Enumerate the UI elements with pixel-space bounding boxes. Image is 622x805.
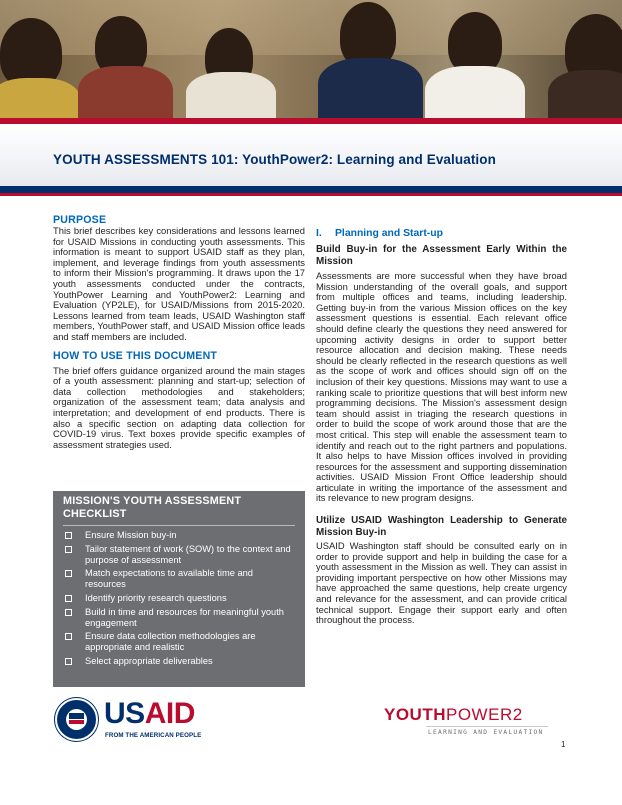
title-stripe-navy <box>0 186 622 193</box>
checkbox-icon <box>65 609 72 616</box>
youthpower2-subtitle: LEARNING AND EVALUATION <box>428 729 544 736</box>
checkbox-icon <box>65 658 72 665</box>
checklist-box <box>53 491 305 687</box>
header-photo <box>0 0 622 122</box>
checklist-item: Build in time and resources for meaningful youth engagement <box>63 607 295 629</box>
checklist-item: Match expectations to available time and resources <box>63 568 295 590</box>
checkbox-icon <box>65 570 72 577</box>
page-title: YOUTH ASSESSMENTS 101: YouthPower2: Learning and Evaluation <box>53 152 496 167</box>
subheading-washington: Utilize USAID Washington Leadership to Generate Mission Buy-in <box>316 515 567 538</box>
checkbox-icon <box>65 546 72 553</box>
checklist-title: MISSION'S YOUTH ASSESSMENT CHECKLIST <box>63 495 242 520</box>
purpose-text: This brief describes key considerations and lessons learned for USAID Missions in conducting youth assessments. This information is meant to support USAID staff as they plan, implement, and leverage findings from youth assessments to inform their Mission's programming. It draws upon the 17 youth assessments conducted under the contracts, YouthPower Learning and YouthPower2: Learning and Evaluation (YP2LE), for USAID/Missions from 2015-2020. Lessons learned from team leads, USAID Washington staff members, YouthPower staff, and USAID Mission office leads and staff members are included. <box>53 225 305 342</box>
purpose-heading: PURPOSE <box>53 214 107 226</box>
checkbox-icon <box>65 532 72 539</box>
left-column <box>53 214 305 450</box>
section-number: I. <box>316 228 322 239</box>
usaid-tagline: FROM THE AMERICAN PEOPLE <box>105 732 202 739</box>
buy-in-text: Assessments are more successful when they have broad Mission understanding of the overall goals, and support from multiple offices and teams, including leadership. Getting buy-in from the various Mission offices on the key assessment questions is essential. Each relevant office should define clearly the questions they need answered for upcoming activity designs in order to support better resource allocation and decision making. These needs should be clearly reflected in the research questions as well as the scope of work and offices should sign off on the inclusion of their key questions. Missions may want to use a ranking scale to prioritize questions that will best inform new programming decisions. The Mission's assessment design team should assist in triaging the research questions in order to build the scope of work around those that are the most critical. This step will enable the assessment team to identify and reach out to the right partners and populations. It also helps to have Mission offices involved in providing resources for the assessment and supporting dissemination activities. USAID Mission Front Office leadership should articulate in writing the importance of the assessment and its relevance to new program designs. <box>316 270 567 504</box>
usaid-wordmark: USAID <box>104 697 195 730</box>
checkbox-icon <box>65 595 72 602</box>
right-column <box>316 228 567 626</box>
subheading-buy-in: Build Buy-in for the Assessment Early Within the Mission <box>316 244 567 267</box>
how-to-heading: HOW TO USE THIS DOCUMENT <box>53 349 218 362</box>
section-heading <box>316 228 567 240</box>
checklist-item: Ensure Mission buy-in <box>63 530 295 541</box>
checkbox-icon <box>65 633 72 640</box>
washington-text: USAID Washington staff should be consulted early on in order to provide support and help in building the case for a youth assessment in the Mission as well. They can assist in providing important perspective on how other Missions may have approached the same questions, help create urgency and relevance for the assessment, and can provide critical technical support. Engage their support early and often throughout the process. <box>316 540 567 626</box>
checklist-list <box>63 530 295 667</box>
section-title: Planning and Start-up <box>335 228 443 239</box>
checklist-item: Ensure data collection methodologies are appropriate and realistic <box>63 631 295 653</box>
youthpower2-logo <box>384 705 574 743</box>
usaid-seal-icon <box>55 698 98 741</box>
checklist-divider <box>63 525 295 526</box>
how-to-text: The brief offers guidance organized around the main stages of a youth assessment: planning and start-up; selection of data collection methodologies and stakeholders; organization of the assessment team; data analysis and interpretation; and development of end products. There is also a specific section on adapting data collection for COVID-19 virus. Text boxes provide specific examples of assessment strategies used. <box>53 364 305 450</box>
usaid-logo <box>55 697 215 745</box>
youthpower2-wordmark: YOUTHPOWER2 <box>384 705 523 724</box>
checklist-item: Identify priority research questions <box>63 593 295 604</box>
checklist-item: Tailor statement of work (SOW) to the context and purpose of assessment <box>63 544 295 566</box>
page-number: 1 <box>561 740 566 749</box>
checklist-item: Select appropriate deliverables <box>63 656 295 667</box>
title-stripe-red <box>0 193 622 196</box>
